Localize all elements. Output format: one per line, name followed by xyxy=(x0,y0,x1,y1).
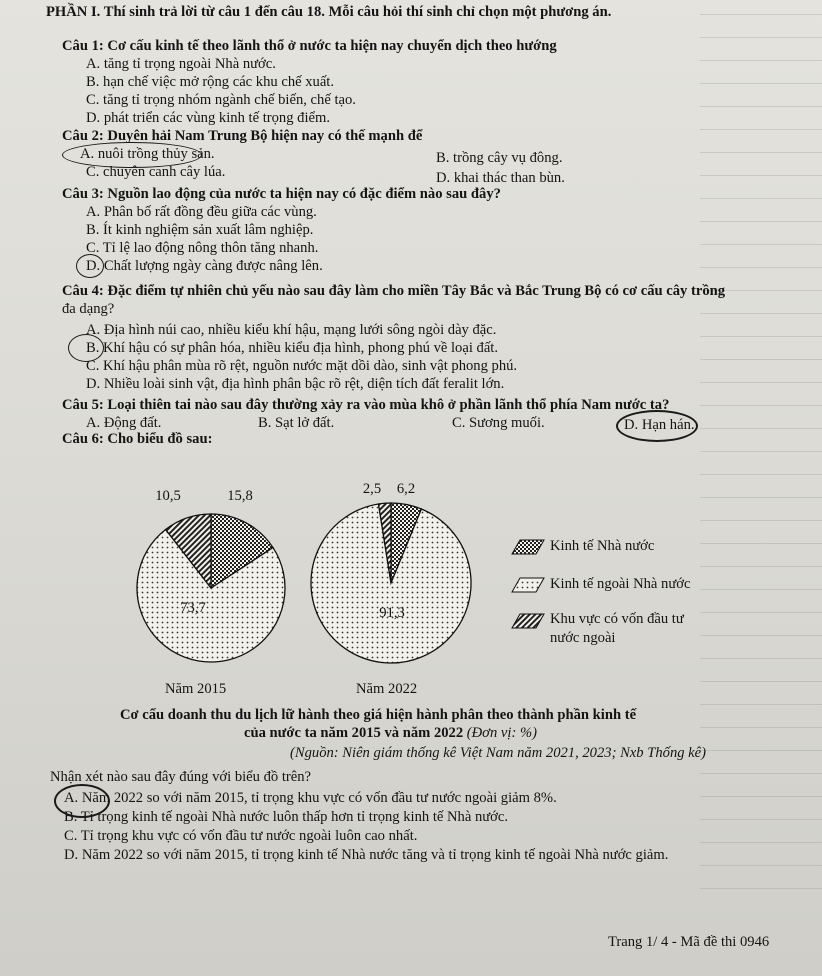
pie-2015-label-nonstate: 73,7 xyxy=(180,600,206,616)
question-1-stem: Câu 1: Cơ cấu kinh tế theo lãnh thổ ở nước ta hiện nay chuyển dịch theo hướng xyxy=(62,38,557,54)
legend-label-state: Kinh tế Nhà nước xyxy=(550,538,655,554)
question-2-stem: Câu 2: Duyên hải Nam Trung Bộ hiện nay có thế mạnh để xyxy=(62,128,423,144)
pie-2015 xyxy=(137,514,285,662)
q6-option-d[interactable]: D. Năm 2022 so với năm 2015, tỉ trọng kinh tế Nhà nước tăng và tỉ trọng kinh tế ngoài Nhà nước giảm. xyxy=(64,847,669,863)
question-6-ask: Nhận xét nào sau đây đúng với biểu đồ trên? xyxy=(50,769,312,785)
q4-option-d[interactable]: D. Nhiều loài sinh vật, địa hình phân bậc rõ rệt, diện tích đất feralit lớn. xyxy=(86,376,505,392)
pie-2022-label-fdi: 2,5 xyxy=(362,481,382,497)
question-5-stem: Câu 5: Loại thiên tai nào sau đây thường xảy ra vào mùa khô ở phần lãnh thổ phía Nam nước ta? xyxy=(62,397,670,413)
question-6-stem: Câu 6: Cho biểu đồ sau: xyxy=(62,431,213,447)
q3-option-b[interactable]: B. Ít kinh nghiệm sản xuất lâm nghiệp. xyxy=(86,222,314,238)
q6-option-c[interactable]: C. Tỉ trọng khu vực có vốn đầu tư nước ngoài luôn cao nhất. xyxy=(64,828,418,844)
chart-caption-line1: Cơ cấu doanh thu du lịch lữ hành theo giá hiện hành phân theo thành phần kinh tế xyxy=(120,707,637,723)
pie-2015-year-label: Năm 2015 xyxy=(165,681,227,697)
legend-label-fdi xyxy=(550,610,684,648)
q5-option-c[interactable]: C. Sương muối. xyxy=(452,415,545,431)
q1-option-a[interactable]: A. tăng tỉ trọng ngoài Nhà nước. xyxy=(86,56,276,72)
q1-option-b[interactable]: B. hạn chế việc mở rộng các khu chế xuất. xyxy=(86,74,335,90)
q2-option-a[interactable]: A. nuôi trồng thủy sản. xyxy=(80,146,215,162)
chart-caption-unit: (Đơn vị: %) xyxy=(466,725,537,741)
question-4-stem-cont: đa dạng? xyxy=(62,301,115,317)
q1-option-c[interactable]: C. tăng tỉ trọng nhóm ngành chế biến, chế tạo. xyxy=(86,92,356,108)
q2-option-c[interactable]: C. chuyên canh cây lúa. xyxy=(86,164,226,180)
q3-option-d[interactable]: D. Chất lượng ngày càng được nâng lên. xyxy=(86,258,323,274)
pie-2022 xyxy=(311,503,471,663)
legend-item-fdi xyxy=(518,610,684,648)
q3-option-a[interactable]: A. Phân bố rất đồng đều giữa các vùng. xyxy=(86,204,317,220)
q6-option-a[interactable]: A. Năm 2022 so với năm 2015, tỉ trọng khu vực có vốn đầu tư nước ngoài giảm 8%. xyxy=(64,790,557,806)
chart-caption-line2 xyxy=(244,725,537,742)
pie-2015-label-state: 15,8 xyxy=(227,488,253,504)
legend-item-state xyxy=(518,538,654,555)
pie-2015-label-fdi: 10,5 xyxy=(155,488,181,504)
page-footer: Trang 1/ 4 - Mã đề thi 0946 xyxy=(608,934,770,950)
q3-option-c[interactable]: C. Tỉ lệ lao động nông thôn tăng nhanh. xyxy=(86,240,319,256)
question-4-stem: Câu 4: Đặc điểm tự nhiên chủ yếu nào sau đây làm cho miền Tây Bắc và Bắc Trung Bộ có cơ cấu cây trồng xyxy=(62,283,726,299)
q4-option-a[interactable]: A. Địa hình núi cao, nhiều kiểu khí hậu, mạng lưới sông ngòi dày đặc. xyxy=(86,322,497,338)
legend-label-fdi-line2: nước ngoài xyxy=(550,630,616,646)
legend-label-fdi-line1: Khu vực có vốn đầu tư xyxy=(550,611,684,627)
q6-option-b[interactable]: B. Tỉ trọng kinh tế ngoài Nhà nước luôn thấp hơn tỉ trọng kinh tế Nhà nước. xyxy=(64,809,509,825)
q5-option-d[interactable]: D. Hạn hán. xyxy=(624,417,695,433)
q2-option-d[interactable]: D. khai thác than bùn. xyxy=(436,170,565,186)
q1-option-d[interactable]: D. phát triển các vùng kinh tế trọng điểm. xyxy=(86,110,330,126)
q4-option-c[interactable]: C. Khí hậu phân mùa rõ rệt, nguồn nước mặt dồi dào, sinh vật phong phú. xyxy=(86,358,518,374)
section-title: PHẦN I. Thí sinh trả lời từ câu 1 đến câu 18. Mỗi câu hỏi thí sinh chỉ chọn một phương án. xyxy=(46,4,612,20)
legend-item-nonstate xyxy=(518,576,690,593)
ink-circle-q6-a xyxy=(54,784,110,818)
legend-label-nonstate: Kinh tế ngoài Nhà nước xyxy=(550,576,691,592)
pie-2022-label-nonstate: 91,3 xyxy=(379,605,405,621)
chart-source: (Nguồn: Niên giám thống kê Việt Nam năm 2021, 2023; Nxb Thống kê) xyxy=(290,745,706,761)
pie-2022-year-label: Năm 2022 xyxy=(356,681,418,697)
q5-option-a[interactable]: A. Động đất. xyxy=(86,415,162,431)
chart-caption-main: của nước ta năm 2015 và năm 2022 xyxy=(244,725,467,741)
question-3-stem: Câu 3: Nguồn lao động của nước ta hiện nay có đặc điểm nào sau đây? xyxy=(62,186,501,202)
q4-option-b[interactable]: B. Khí hậu có sự phân hóa, nhiều kiểu địa hình, phong phú về loại đất. xyxy=(86,340,499,356)
q2-option-b[interactable]: B. trồng cây vụ đông. xyxy=(436,150,563,166)
pie-2022-label-state: 6,2 xyxy=(396,481,416,497)
q5-option-b[interactable]: B. Sạt lở đất. xyxy=(258,415,335,431)
